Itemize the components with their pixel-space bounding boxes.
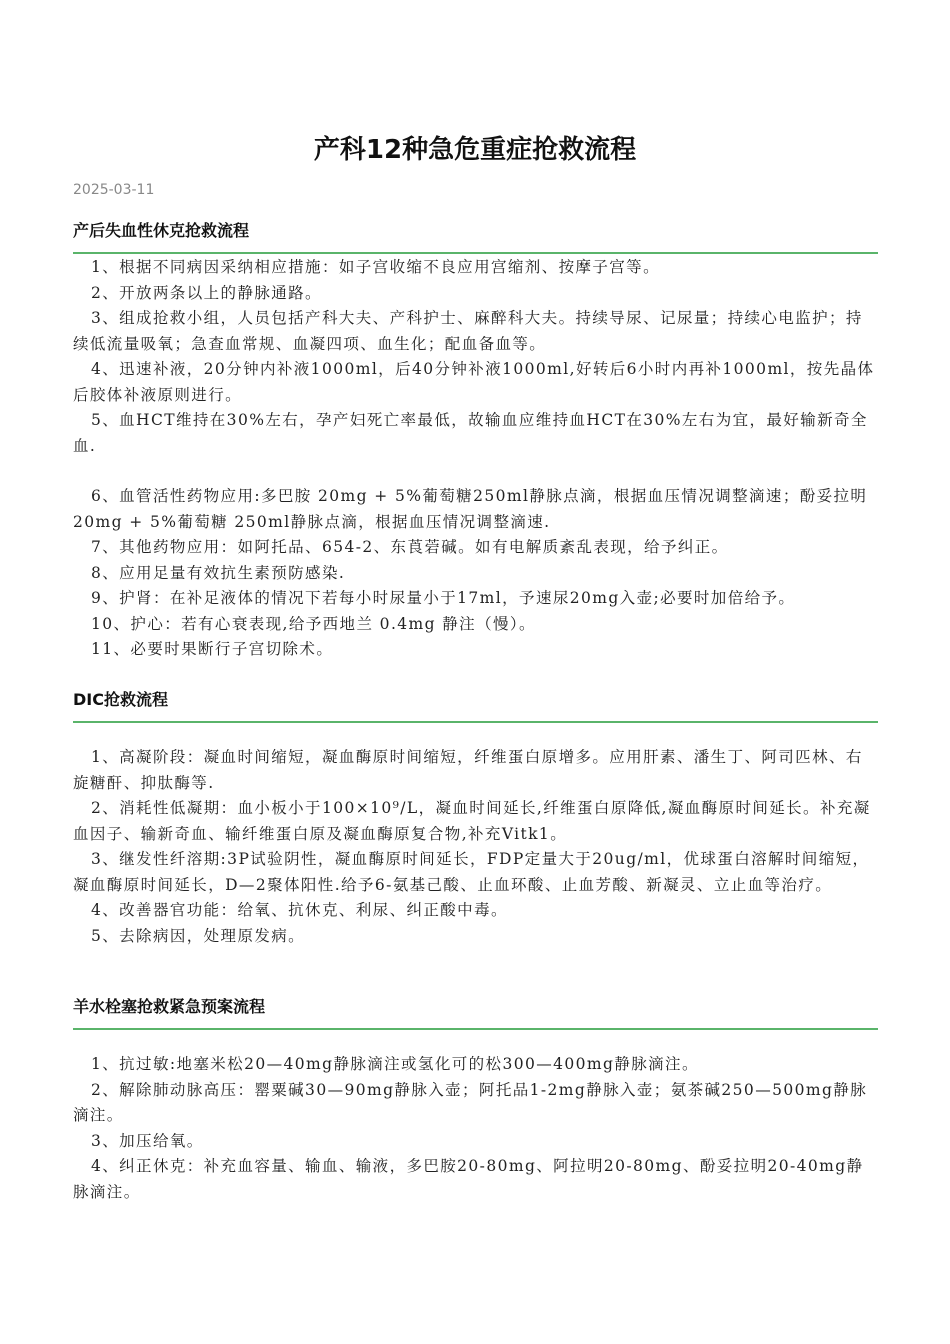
paragraph: 4、纠正休克：补充血容量、输血、输液，多巴胺20-80mg、阿拉明20-80mg、酚妥拉明20-40mg静脉滴注。 [73,1157,864,1201]
paragraph: 2、解除肺动脉高压：罂粟碱30—90mg静脉入壶；阿托品1-2mg静脉入壶；氨茶碱250—500mg静脉滴注。 [73,1080,868,1124]
paragraph: 2、消耗性低凝期：血小板小于100×10⁹/L，凝血时间延长,纤维蛋白原降低,凝血酶原时间延长。补充凝血因子、输新奇血、输纤维蛋白原及凝血酶原复合物,补充Vitk1。 [73,799,871,843]
paragraph: 5、去除病因，处理原发病。 [91,926,306,945]
paragraph: 1、高凝阶段：凝血时间缩短，凝血酶原时间缩短，纤维蛋白原增多。应用肝素、潘生丁、阿司匹林、右旋糖酐、抑肽酶等. [73,748,863,792]
paragraph: 8、应用足量有效抗生素预防感染. [91,563,346,582]
paragraph: 7、其他药物应用：如阿托品、654-2、东莨菪碱。如有电解质紊乱表现，给予纠正。 [91,538,729,556]
paragraph: 3、加压给氧。 [91,1131,204,1150]
paragraph: 4、改善器官功能：给氧、抗休克、利尿、纠正酸中毒。 [91,901,508,919]
section-dic [73,687,878,949]
paragraph: 4、迅速补液，20分钟内补液1000ml，后40分钟补液1000ml,好转后6小时内再补1000ml，按先晶体后胶体补液原则进行。 [73,360,875,404]
paragraph: 6、血管活性药物应用:多巴胺 20mg + 5%葡萄糖250ml静脉点滴，根据血压情况调整滴速；酚妥拉明 20mg + 5%葡萄糖 250ml静脉点滴，根据血压情况调整滴速. [73,487,868,531]
paragraph: 3、继发性纤溶期:3P试验阴性，凝血酶原时间延长，FDP定量大于20ug/ml，优球蛋白溶解时间缩短，凝血酶原时间延长，D—2聚体阳性.给予6-氨基己酸、止血环酸、止血芳酸、新凝灵、立止血等治疗。 [73,850,870,894]
paragraph: 1、根据不同病因采纳相应措施：如子宫收缩不良应用宫缩剂、按摩子宫等。 [91,258,660,276]
section-heading: DIC抢救流程 [73,690,168,709]
paragraph: 2、开放两条以上的静脉通路。 [91,283,322,302]
document-title: 产科12种急危重症抢救流程 [313,135,637,165]
section-heading: 产后失血性休克抢救流程 [73,221,250,240]
paragraph: 5、血HCT维持在30%左右，孕产妇死亡率最低，故输血应维持血HCT在30%左右为宜，最好输新奇全血. [73,411,868,455]
blank-line [73,459,878,484]
section-heading: 羊水栓塞抢救紧急预案流程 [73,997,266,1016]
paragraph: 9、护肾：在补足液体的情况下若每小时尿量小于17ml，予速尿20mg入壶;必要时加倍给予。 [91,589,796,607]
document-date: 2025-03-11 [73,182,155,198]
paragraph: 11、必要时果断行子宫切除术。 [91,640,334,658]
paragraph: 3、组成抢救小组，人员包括产科大夫、产科护士、麻醉科大夫。持续导尿、记尿量；持续心电监护；持续低流量吸氧；急查血常规、血凝四项、血生化；配血备血等。 [73,309,863,353]
section-amniotic-embolism [73,994,878,1205]
section-postpartum-shock [73,218,878,663]
paragraph: 10、护心：若有心衰表现,给予西地兰 0.4mg 静注（慢）。 [91,614,536,633]
paragraph: 1、抗过敏:地塞米松20—40mg静脉滴注或氢化可的松300—400mg静脉滴注。 [91,1055,699,1073]
